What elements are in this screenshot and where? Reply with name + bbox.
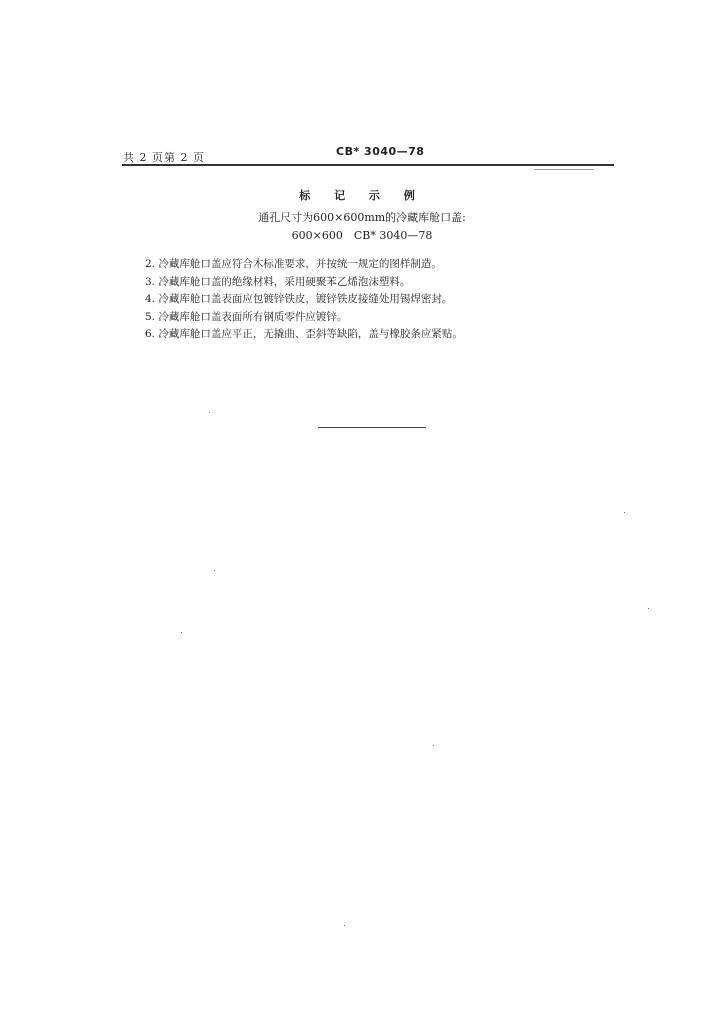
scan-speck xyxy=(344,925,345,926)
example-code: 600×600 CB* 3040—78 xyxy=(291,229,433,242)
header-rule-secondary xyxy=(534,169,594,170)
scan-speck xyxy=(209,412,210,413)
scan-speck xyxy=(624,512,625,513)
scan-speck xyxy=(214,570,215,571)
end-rule xyxy=(318,427,426,428)
scan-speck xyxy=(181,632,182,633)
requirements-list xyxy=(145,256,463,344)
section-title: 标 记 示 例 xyxy=(299,189,425,202)
standard-code: CB* 3040—78 xyxy=(336,145,425,158)
scan-speck xyxy=(433,745,434,746)
header-rule xyxy=(122,164,614,166)
requirement-item: 3. 冷藏库舱口盖的绝缘材料，采用硬聚苯乙烯泡沫塑料。 xyxy=(145,275,411,288)
requirement-item: 4. 冷藏库舱口盖表面应包镀锌铁皮，镀锌铁皮接缝处用锡焊密封。 xyxy=(145,293,453,306)
example-description: 通孔尺寸为600×600mm的冷藏库舱口盖: xyxy=(258,211,466,224)
scan-speck xyxy=(648,608,649,609)
requirement-item: 5. 冷藏库舱口盖表面所有钢质零件应镀锌。 xyxy=(145,310,348,323)
requirement-item: 6. 冷藏库舱口盖应平正，无撬曲、歪斜等缺陷，盖与橡胶条应紧贴。 xyxy=(145,328,463,341)
requirement-item: 2. 冷藏库舱口盖应符合木标准要求，并按统一规定的图样制造。 xyxy=(145,258,442,270)
page-info: 共 2 页第 2 页 xyxy=(123,151,205,164)
